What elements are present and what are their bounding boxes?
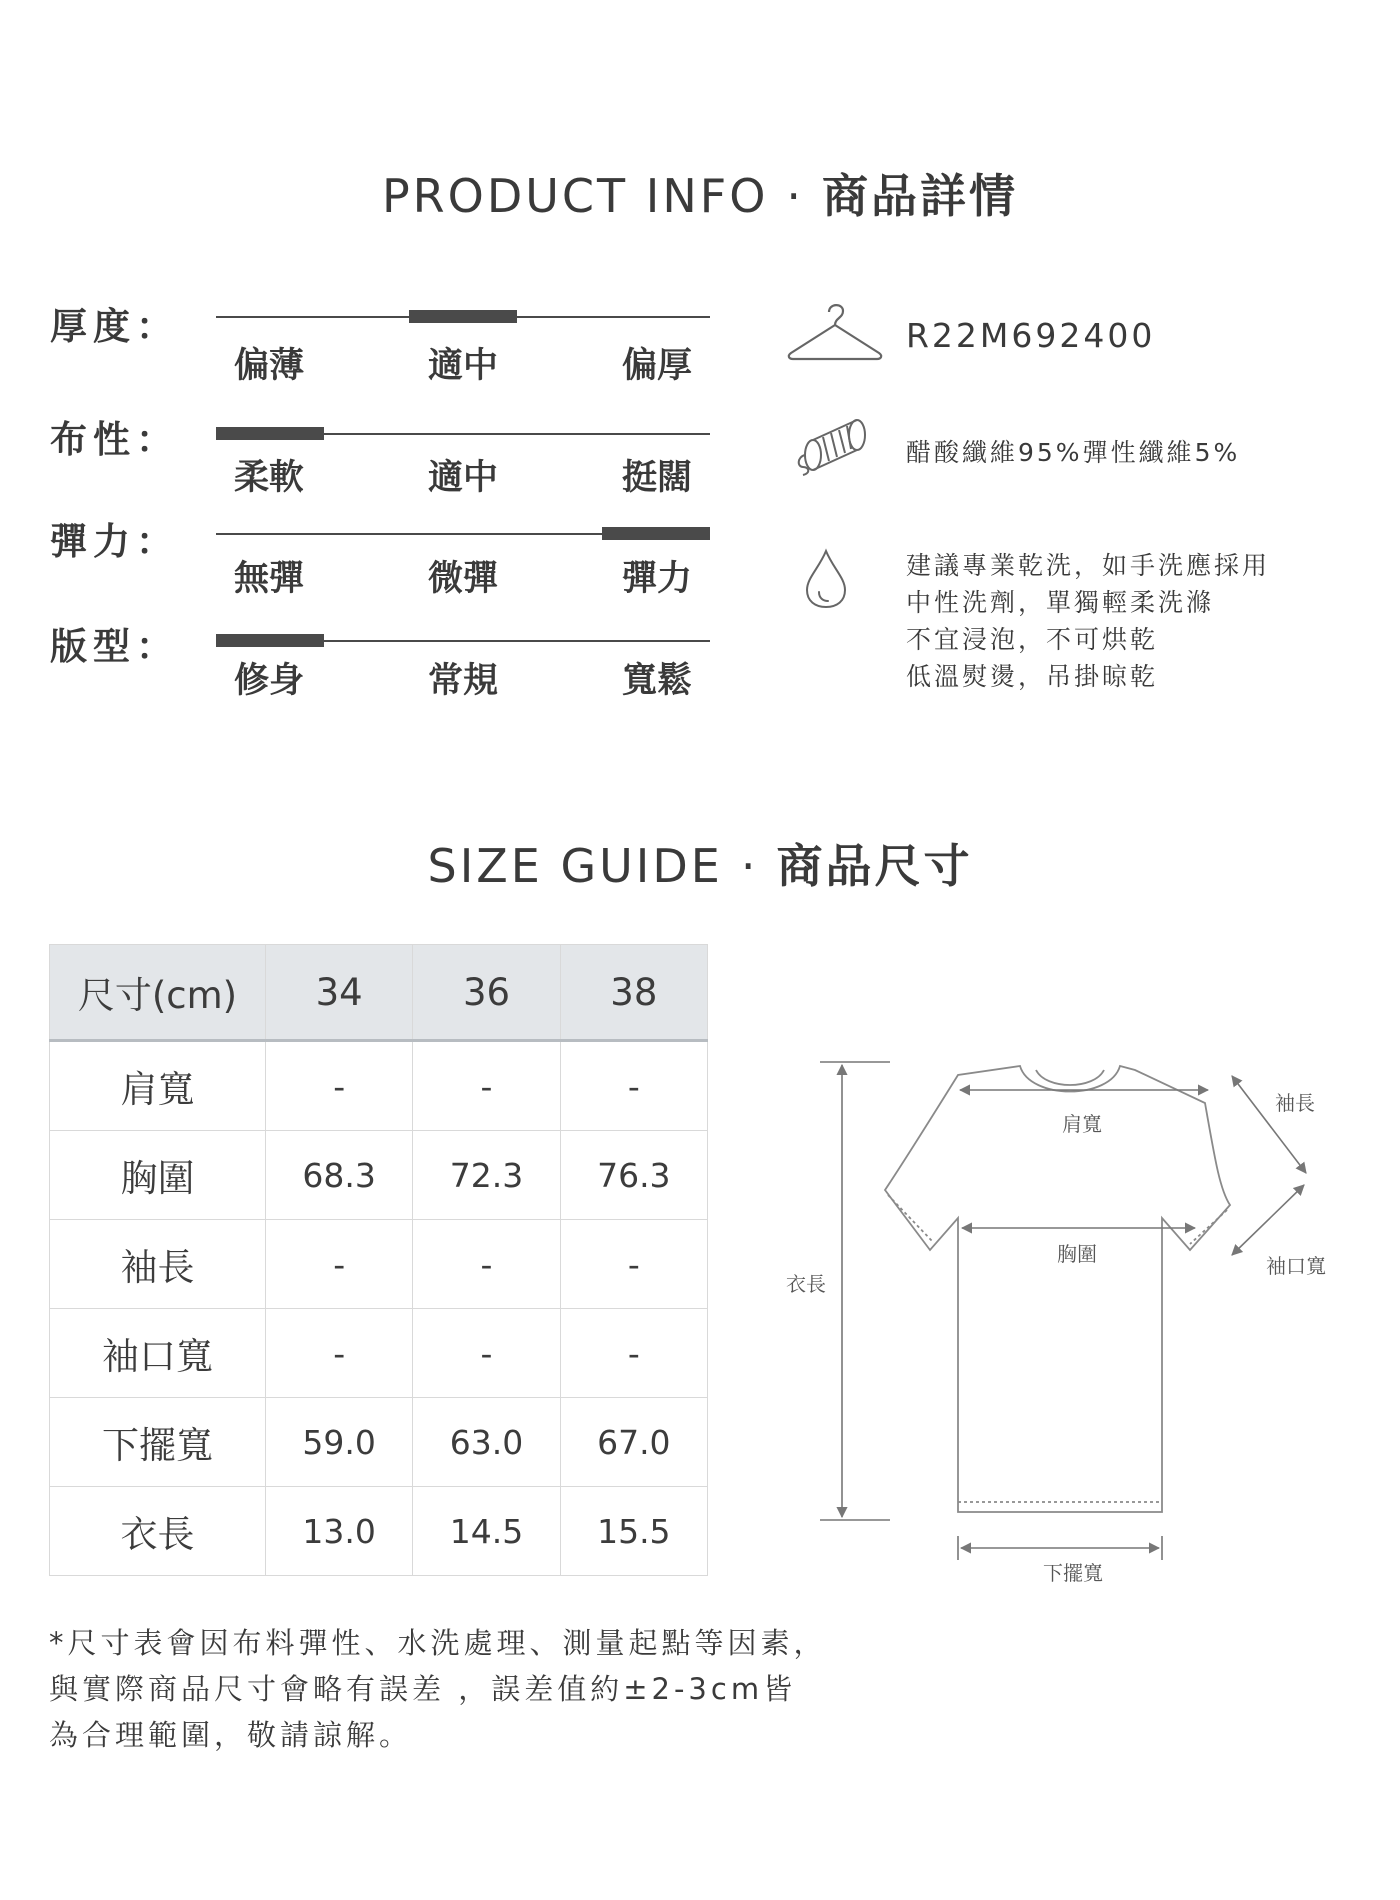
scale-option: 偏薄 <box>233 346 304 386</box>
diagram-label-sleeve-length: 袖長 <box>1275 1091 1315 1115</box>
care-line: 不宜浸泡，不可烘乾 <box>906 625 1159 654</box>
table-cell: 15.5 <box>560 1487 707 1576</box>
table-row <box>50 1220 708 1309</box>
scale-option: 寬鬆 <box>621 661 692 701</box>
scale-marker-elasticity <box>602 527 710 540</box>
table-cell: 72.3 <box>413 1131 560 1220</box>
table-header-cell: 38 <box>560 945 707 1041</box>
diagram-label-shoulder: 肩寬 <box>1062 1112 1102 1136</box>
product-code: R22M692400 <box>906 316 1156 355</box>
size-disclaimer-note <box>49 1620 827 1758</box>
hanger-icon <box>785 298 885 366</box>
note-line: *尺寸表會因布料彈性、水洗處理、測量起點等因素， <box>49 1626 827 1660</box>
table-header-cell: 34 <box>266 945 413 1041</box>
title-separator: · <box>786 169 805 223</box>
table-row-label: 衣長 <box>50 1487 266 1576</box>
table-cell: 13.0 <box>266 1487 413 1576</box>
table-cell: - <box>266 1220 413 1309</box>
table-header-cell: 36 <box>413 945 560 1041</box>
size-guide-title <box>0 830 1400 896</box>
table-cell: - <box>560 1309 707 1398</box>
material-text: 醋酸纖維95%彈性纖維5% <box>906 438 1241 467</box>
table-row <box>50 1487 708 1576</box>
table-cell: - <box>266 1041 413 1131</box>
table-row <box>50 1131 708 1220</box>
scale-option: 柔軟 <box>233 458 304 498</box>
table-cell: 14.5 <box>413 1487 560 1576</box>
size-guide-title-zh: 商品尺寸 <box>776 839 973 893</box>
attr-label-fit: 版型： <box>50 625 179 668</box>
table-row <box>50 1398 708 1487</box>
table-cell: - <box>413 1220 560 1309</box>
scale-option: 彈力 <box>621 559 692 599</box>
scale-option: 修身 <box>233 661 304 701</box>
scale-option: 適中 <box>427 458 498 498</box>
scale-option: 微彈 <box>427 559 498 599</box>
attr-label-elasticity: 彈力： <box>50 520 179 563</box>
product-info-title <box>0 160 1400 226</box>
scale-marker-fabric <box>216 427 324 440</box>
table-header-cell: 尺寸(cm) <box>50 945 266 1041</box>
scale-option: 適中 <box>427 346 498 386</box>
product-info-title-en: PRODUCT INFO <box>381 169 769 223</box>
table-row-label: 胸圍 <box>50 1131 266 1220</box>
scale-option: 無彈 <box>233 559 304 599</box>
table-cell: - <box>413 1309 560 1398</box>
scale-marker-fit <box>216 634 324 647</box>
table-row-label: 肩寬 <box>50 1041 266 1131</box>
care-line: 低溫熨燙，吊掛晾乾 <box>906 662 1159 691</box>
table-cell: - <box>560 1041 707 1131</box>
diagram-label-length: 衣長 <box>786 1272 826 1296</box>
table-cell: 63.0 <box>413 1398 560 1487</box>
water-drop-icon <box>803 548 849 614</box>
diagram-label-cuff: 袖口寬 <box>1266 1254 1326 1278</box>
attr-label-thickness: 厚度： <box>50 305 179 348</box>
table-cell: - <box>413 1041 560 1131</box>
care-line: 建議專業乾洗，如手洗應採用 <box>906 551 1271 580</box>
table-header-row <box>50 945 708 1041</box>
scale-option: 偏厚 <box>621 346 692 386</box>
thread-spool-icon <box>795 415 875 483</box>
table-row <box>50 1309 708 1398</box>
note-line: 與實際商品尺寸會略有誤差 ，誤差值約±2-3cm皆 <box>49 1672 797 1706</box>
care-instructions <box>906 547 1270 695</box>
tshirt-measurement-diagram <box>780 1040 1340 1600</box>
table-cell: 68.3 <box>266 1131 413 1220</box>
size-guide-title-en: SIZE GUIDE <box>427 839 723 893</box>
table-cell: - <box>560 1220 707 1309</box>
attr-label-fabric: 布性： <box>50 418 179 461</box>
diagram-label-hem: 下擺寬 <box>1043 1561 1103 1585</box>
table-cell: 59.0 <box>266 1398 413 1487</box>
title-separator: · <box>740 839 759 893</box>
table-row <box>50 1041 708 1131</box>
size-table <box>49 944 708 1576</box>
table-cell: 76.3 <box>560 1131 707 1220</box>
scale-option: 挺闊 <box>621 458 692 498</box>
diagram-label-chest: 胸圍 <box>1057 1242 1097 1266</box>
table-row-label: 袖口寬 <box>50 1309 266 1398</box>
product-info-title-zh: 商品詳情 <box>822 169 1019 223</box>
note-line: 為合理範圍，敬請諒解。 <box>49 1718 413 1752</box>
scale-marker-thickness <box>409 310 517 323</box>
table-cell: 67.0 <box>560 1398 707 1487</box>
table-row-label: 袖長 <box>50 1220 266 1309</box>
table-row-label: 下擺寬 <box>50 1398 266 1487</box>
care-line: 中性洗劑，單獨輕柔洗滌 <box>906 588 1215 617</box>
scale-option: 常規 <box>427 661 498 701</box>
table-cell: - <box>266 1309 413 1398</box>
